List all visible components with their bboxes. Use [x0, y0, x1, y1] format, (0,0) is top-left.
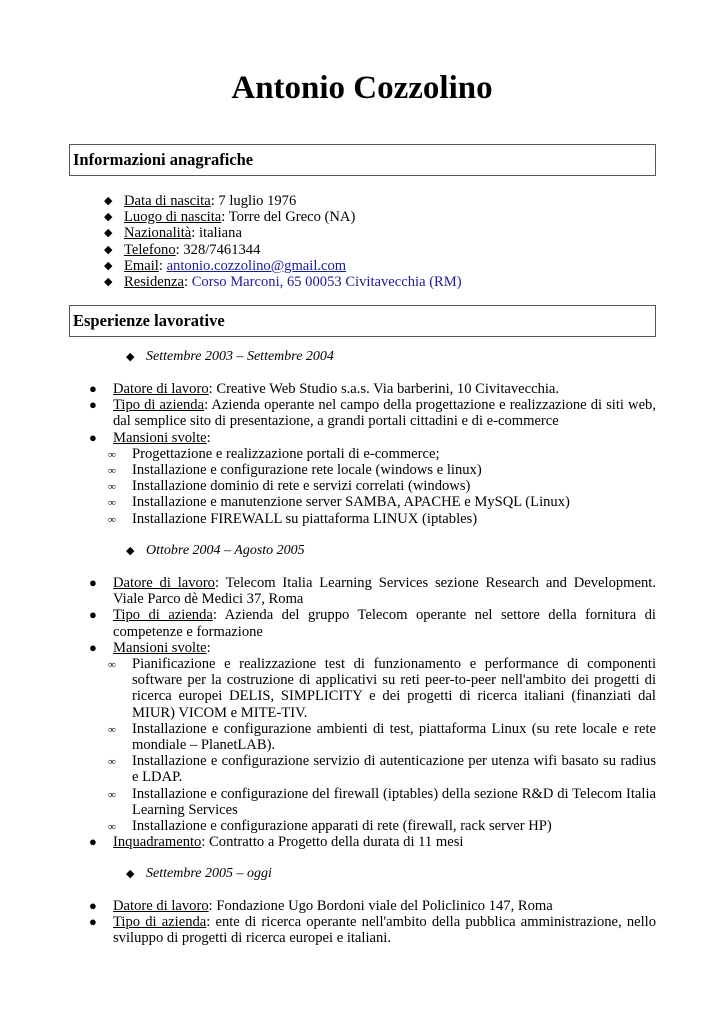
cv-name: Antonio Cozzolino — [231, 70, 493, 106]
bullet-icon: ● — [89, 397, 97, 413]
bullet-icon: ● — [89, 607, 97, 623]
bullet-icon: ● — [89, 834, 97, 850]
task-item: ∞ Installazione FIREWALL su piattaforma LINUX (iptables) — [108, 510, 478, 527]
task-item: ∞ Installazione e configurazione ambienti di test, piattaforma Linux (su rete locale e rete mondiale – PlanetLAB). — [108, 720, 656, 754]
personal-info-list — [104, 193, 462, 290]
birth-place-item: ◆ Luogo di nascita: Torre del Greco (NA) — [104, 209, 356, 226]
contract-grade-item: ● Inquadramento: Contratto a Progetto della durata di 11 mesi — [89, 834, 464, 851]
residence-address: Corso Marconi, 65 00053 Civitavecchia (RM) — [191, 274, 462, 291]
diamond-bullet-icon: ◆ — [126, 351, 135, 363]
bullet-icon: ● — [89, 575, 97, 590]
bullet-icon: ● — [89, 639, 97, 655]
job-details — [89, 381, 656, 527]
nationality-item: ◆ Nazionalità: italiana — [104, 225, 242, 242]
email-link[interactable]: antonio.cozzolino@gmail.com — [166, 257, 347, 274]
employer-item: ● Datore di lavoro: Telecom Italia Learning Services sezione Research and Development. Viale Parco dè Medici 37, Roma — [89, 575, 657, 608]
task-item: ∞ Installazione dominio di rete e servizi correlati (windows) — [108, 478, 471, 495]
company-type-item: ● Tipo di azienda: ente di ricerca operante nell'ambito della pubblica amministrazione, nello sviluppo di progetti di ricerca europei e italiani. — [89, 914, 656, 947]
infinity-bullet-icon: ∞ — [108, 481, 116, 494]
job-period: ◆ Settembre 2003 – Settembre 2004 — [126, 349, 334, 364]
phone-item: ◆ Telefono: 328/7461344 — [104, 241, 261, 258]
infinity-bullet-icon: ∞ — [108, 659, 116, 672]
infinity-bullet-icon: ∞ — [108, 513, 116, 526]
task-item: ∞ Pianificazione e realizzazione test di funzionamento e performance di componenti software per la costruzione di applicativi su reti peer-to-peer nell'ambito dei progetti di ricerca europei DELIS, SIMPLICITY e dei progetti di ricerca italiani (finanziati dal MIUR) VICOM e MITE-TIV. — [108, 656, 656, 721]
task-item: ∞ Installazione e configurazione servizio di autenticazione per utenza wifi basato su radius e LDAP. — [108, 753, 656, 786]
email-item: ◆ Email: antonio.cozzolino@gmail.com — [104, 257, 347, 274]
infinity-bullet-icon: ∞ — [108, 723, 116, 736]
tasks-item: ● Mansioni svolte: ∞ Progettazione e realizzazione portali di e-commerce; ∞ Installazione e configurazione rete locale (windows e linux) ∞ Installazione dominio di rete e servizi correlati (windows) ∞ Installazione e manutenzione server SAMBA, APACHE e MySQL (Linux) ∞ Installazione FIREWALL su piattaforma LINUX (iptables) — [89, 430, 656, 527]
infinity-bullet-icon: ∞ — [108, 448, 116, 461]
job-details — [89, 898, 656, 947]
bullet-icon: ● — [89, 898, 97, 913]
tasks-list — [89, 656, 656, 834]
residence-item: ◆ Residenza: Corso Marconi, 65 00053 Civitavecchia (RM) — [104, 274, 462, 291]
bullet-icon: ● — [89, 429, 97, 445]
job-period: ◆ Settembre 2005 – oggi — [126, 866, 272, 881]
task-item: ∞ Installazione e configurazione rete locale (windows e linux) — [108, 462, 482, 479]
diamond-bullet-icon: ◆ — [104, 195, 113, 207]
diamond-bullet-icon: ◆ — [104, 227, 113, 240]
section-personal-info: Informazioni anagrafiche — [69, 144, 656, 176]
employer-item: ● Datore di lavoro: Creative Web Studio s.a.s. Via barberini, 10 Civitavecchia. — [89, 381, 560, 397]
bullet-icon: ● — [89, 381, 97, 396]
diamond-bullet-icon: ◆ — [104, 259, 113, 272]
task-item: ∞ Installazione e manutenzione server SAMBA, APACHE e MySQL (Linux) — [108, 494, 570, 511]
infinity-bullet-icon: ∞ — [108, 756, 116, 769]
job-details — [89, 575, 656, 850]
employer-item: ● Datore di lavoro: Fondazione Ugo Bordoni viale del Policlinico 147, Roma — [89, 898, 553, 914]
infinity-bullet-icon: ∞ — [108, 821, 116, 834]
infinity-bullet-icon: ∞ — [108, 497, 116, 510]
diamond-bullet-icon: ◆ — [126, 868, 135, 880]
job-period: ◆ Ottobre 2004 – Agosto 2005 — [126, 543, 305, 558]
task-item: ∞ Installazione e configurazione del firewall (iptables) della sezione R&D di Telecom Italia Learning Services — [108, 785, 656, 818]
birth-date-item: ◆ Data di nascita: 7 luglio 1976 — [104, 193, 297, 209]
tasks-item: ● Mansioni svolte: ∞ Pianificazione e realizzazione test di funzionamento e performance di componenti software per la costruzione di applicativi su reti peer-to-peer nell'ambito dei progetti di ricerca europei DELIS, SIMPLICITY e dei progetti di ricerca italiani (finanziati dal MIUR) VICOM e MITE-TIV. ∞ Installazione e configurazione ambienti di test, piattaforma Linux (su rete locale e rete mondiale – PlanetLAB). ∞ Installazione e configurazione servizio di autenticazione per utenza wifi basato su radius e LDAP. ∞ Installazione e configurazione del firewall (iptables) della sezione R&D di Telecom Italia Learning Services ∞ Installazione e configurazione apparati di rete (firewall, rack server HP) — [89, 639, 656, 835]
diamond-bullet-icon: ◆ — [104, 276, 113, 289]
company-type-item: ● Tipo di azienda: Azienda del gruppo Telecom operante nel settore della fornitura di competenze e formazione — [89, 607, 656, 640]
diamond-bullet-icon: ◆ — [104, 243, 113, 256]
task-item: ∞ Installazione e configurazione apparati di rete (firewall, rack server HP) — [108, 818, 552, 835]
section-work-experience: Esperienze lavorative — [69, 305, 656, 337]
diamond-bullet-icon: ◆ — [104, 211, 113, 224]
company-type-item: ● Tipo di azienda: Azienda operante nel campo della progettazione e realizzazione di siti web, dal semplice sito di presentazione, a grandi portali cittadini e di e-commerce — [89, 397, 656, 430]
diamond-bullet-icon: ◆ — [126, 545, 135, 557]
infinity-bullet-icon: ∞ — [108, 465, 116, 478]
tasks-list — [89, 446, 656, 527]
task-item: ∞ Progettazione e realizzazione portali di e-commerce; — [108, 445, 440, 462]
infinity-bullet-icon: ∞ — [108, 788, 116, 801]
bullet-icon: ● — [89, 914, 97, 930]
